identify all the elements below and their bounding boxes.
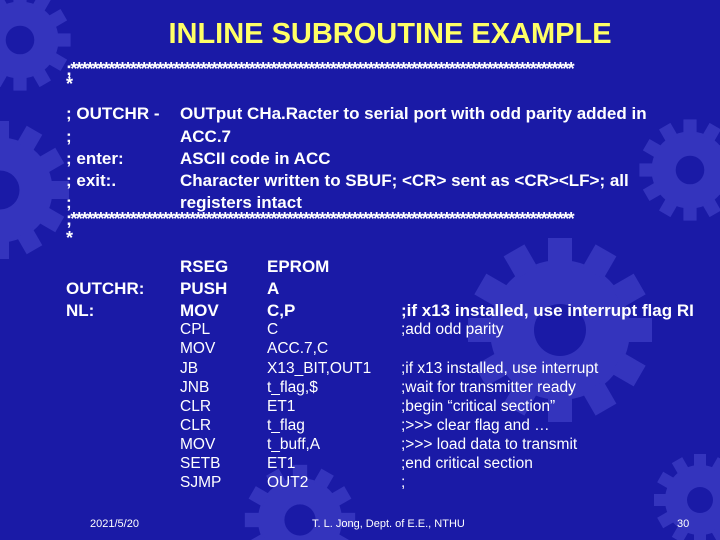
gear-icon-left	[0, 121, 69, 259]
code-comment: ;	[401, 474, 406, 491]
code-op: RSEG	[180, 257, 229, 276]
code-op: PUSH	[180, 279, 228, 298]
header-left-3: ; exit:.	[66, 171, 117, 190]
code-arg: t_flag,$	[267, 379, 318, 396]
code-label: NL:	[66, 301, 95, 320]
code-arg: t_flag	[267, 417, 305, 434]
code-op: JNB	[180, 379, 210, 396]
header-right-3: Character written to SBUF; <CR> sent as <CR><LF>; all	[180, 171, 629, 190]
code-op: SJMP	[180, 474, 222, 491]
code-comment: ;wait for transmitter ready	[401, 379, 576, 396]
header-right-1: ACC.7	[180, 127, 232, 146]
header-left-0: ; OUTCHR -	[66, 104, 160, 123]
code-arg: ET1	[267, 398, 296, 415]
code-arg: X13_BIT,OUT1	[267, 360, 372, 377]
code-label: OUTCHR:	[66, 279, 145, 298]
comment-border-bottom: ;*********************************************************************************************	[66, 210, 574, 228]
code-arg: t_buff,A	[267, 436, 321, 453]
code-arg: C,P	[267, 301, 296, 320]
code-op: MOV	[180, 340, 216, 357]
header-left-1: ;	[66, 127, 72, 146]
code-op: CLR	[180, 417, 212, 434]
code-op: MOV	[180, 436, 216, 453]
header-right-4: registers intact	[180, 193, 302, 212]
code-op: MOV	[180, 301, 219, 320]
code-comment: ;add odd parity	[401, 321, 504, 338]
code-arg: ET1	[267, 455, 296, 472]
code-arg: OUT2	[267, 474, 309, 491]
code-op: CLR	[180, 398, 212, 415]
gear-icon-upper-right	[639, 119, 720, 220]
code-op: JB	[180, 360, 199, 377]
code-arg: C	[267, 321, 279, 338]
footer-page-number: 30	[677, 518, 690, 530]
slide-title: INLINE SUBROUTINE EXAMPLE	[168, 18, 612, 50]
code-comment: ;if x13 installed, use interrupt	[401, 360, 599, 377]
code-comment: ;end critical section	[401, 455, 533, 472]
header-right-2: ASCII code in ACC	[180, 149, 331, 168]
code-comment: ;begin “critical section”	[401, 398, 556, 415]
comment-border-top: ;*********************************************************************************************	[66, 60, 574, 78]
code-op: CPL	[180, 321, 211, 338]
code-comment: ;if x13 installed, use interrupt flag RI	[401, 301, 694, 320]
code-comment: ;>>> clear flag and …	[401, 417, 550, 434]
header-right-0: OUTput CHa.Racter to serial port with odd parity added in	[180, 104, 647, 123]
comment-border-bottom-tail: *	[66, 228, 74, 248]
code-arg: EPROM	[267, 257, 330, 276]
footer-date: 2021/5/20	[90, 518, 139, 530]
code-op: SETB	[180, 455, 221, 472]
footer-author: T. L. Jong, Dept. of E.E., NTHU	[312, 518, 465, 530]
header-left-4: ;	[66, 193, 72, 212]
header-left-2: ; enter:	[66, 149, 124, 168]
code-comment: ;>>> load data to transmit	[401, 436, 578, 453]
comment-border-top-tail: *	[66, 74, 74, 94]
code-arg: A	[267, 279, 280, 298]
code-arg: ACC.7,C	[267, 340, 329, 357]
